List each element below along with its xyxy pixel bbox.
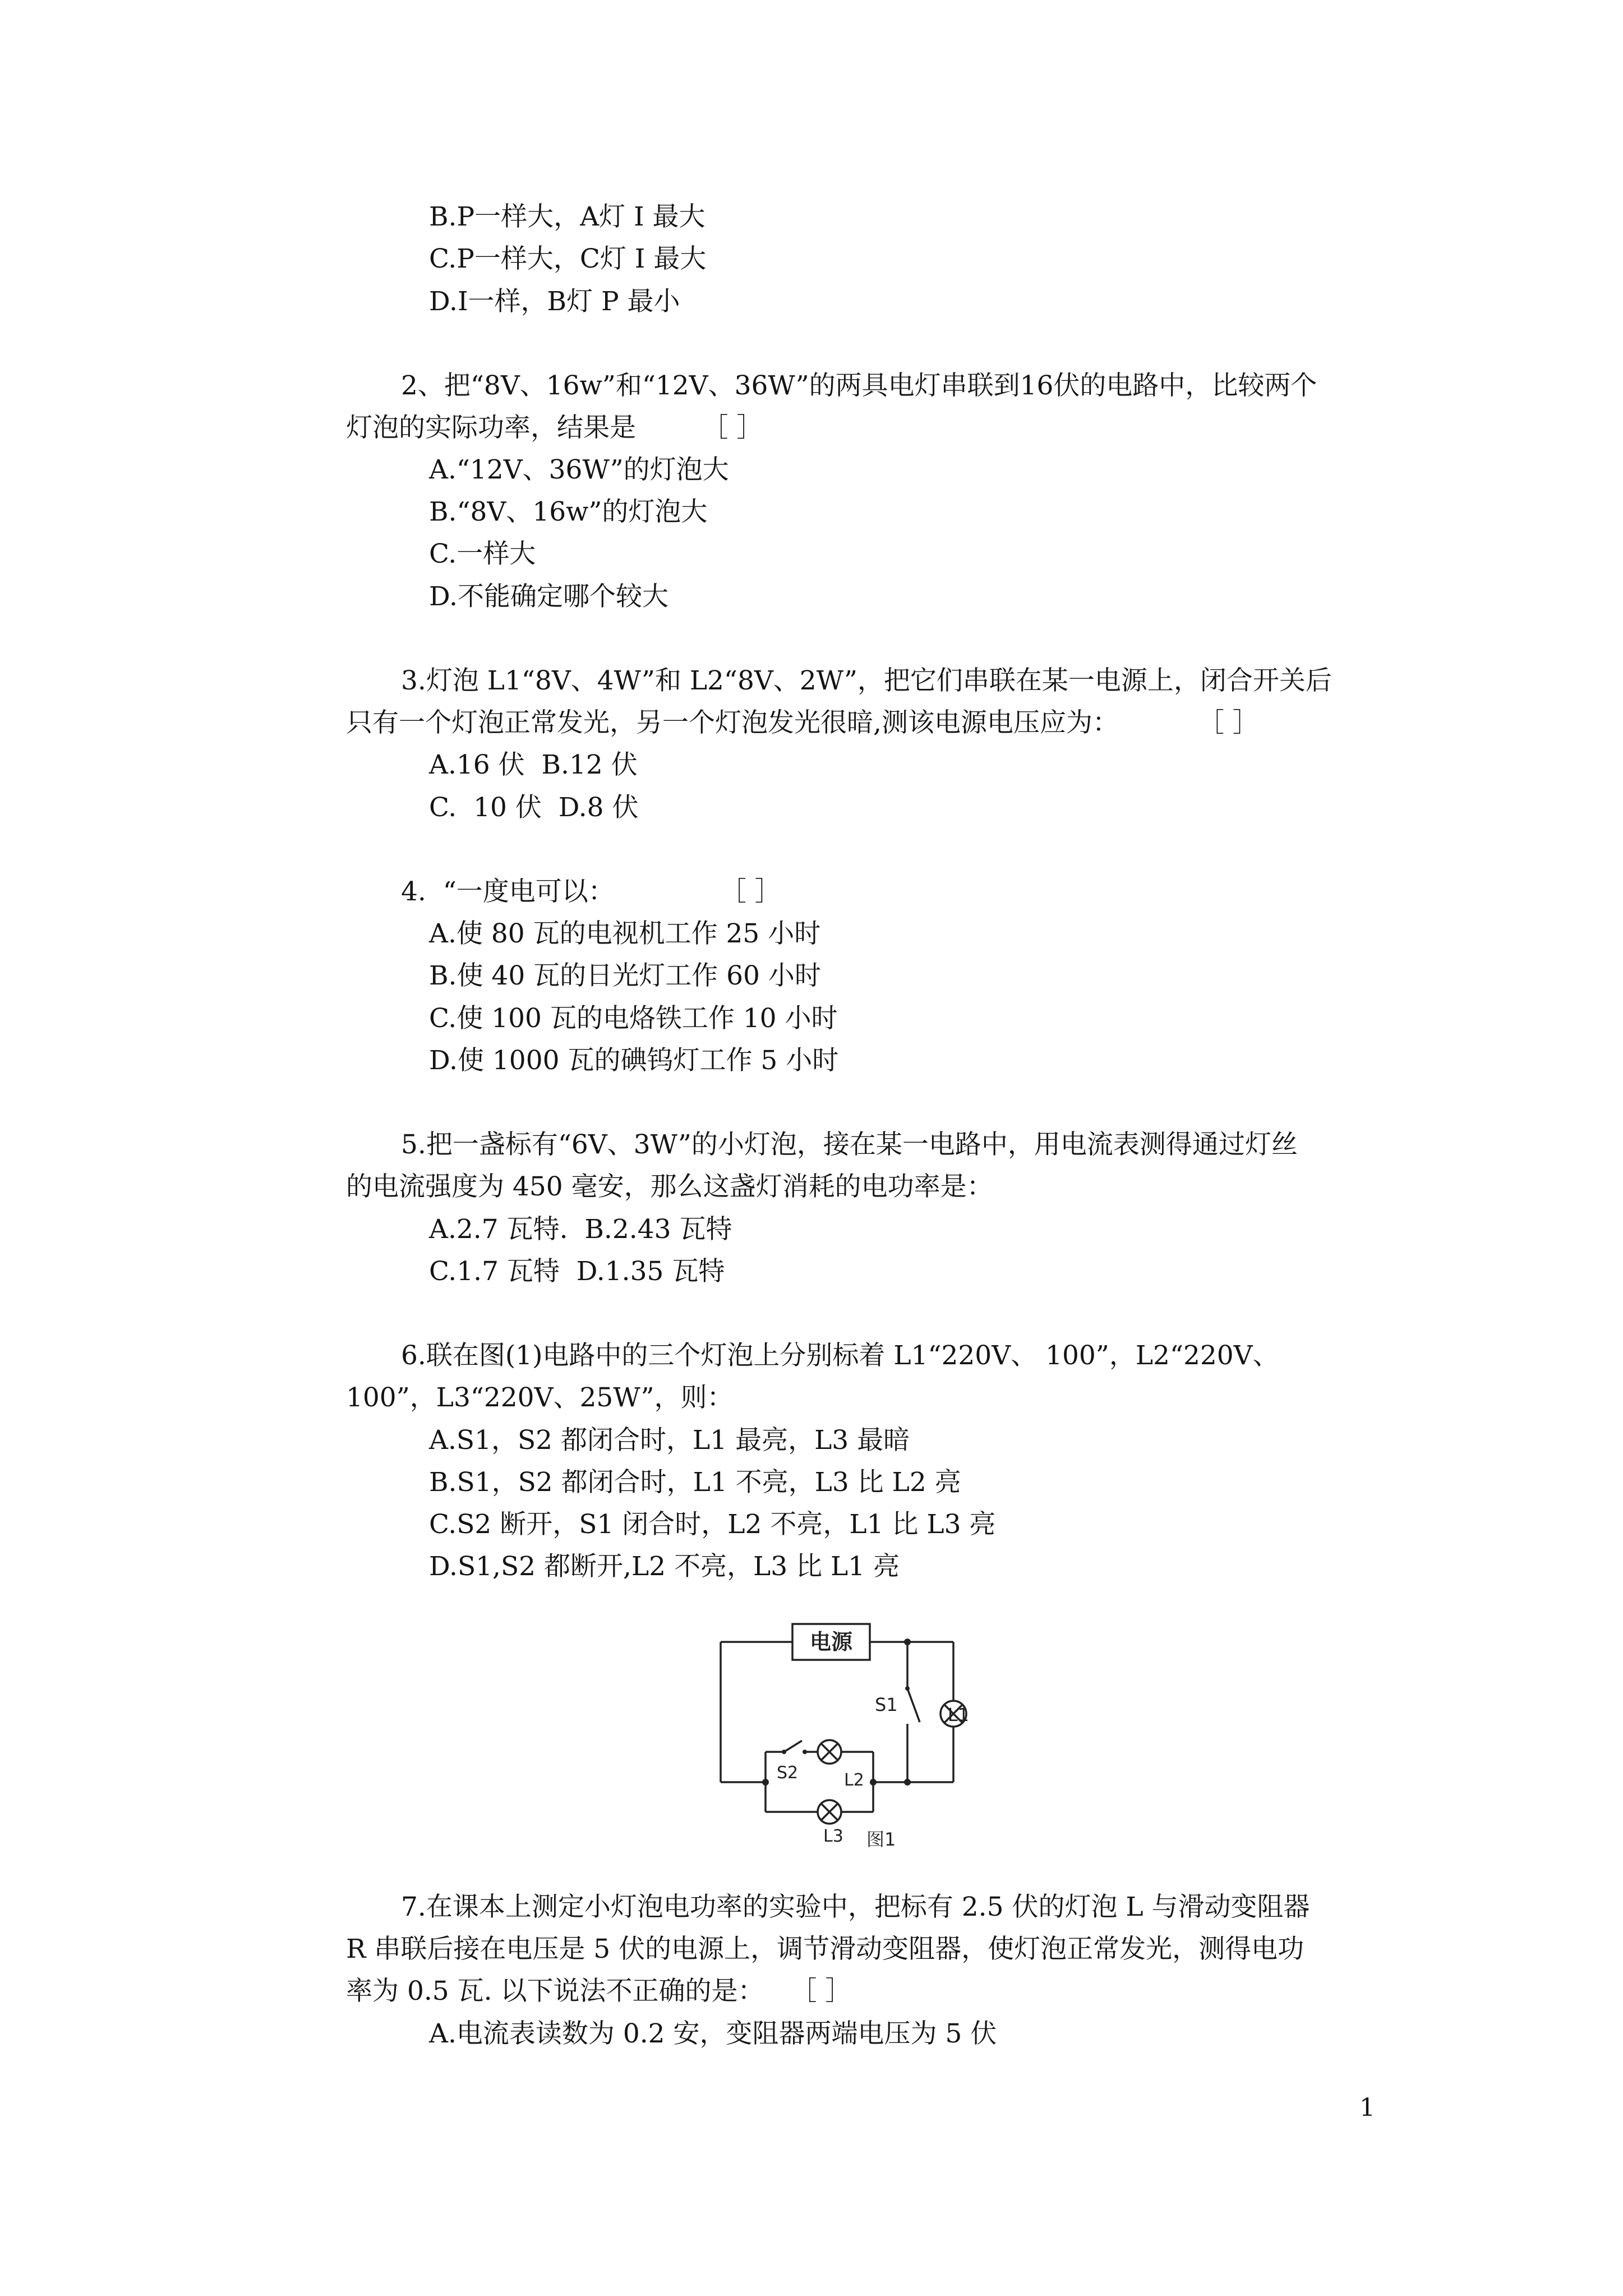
junction-dot [870, 1779, 877, 1786]
q3-stem-line2: 只有一个灯泡正常发光，另一个灯泡发光很暗,测该电源电压应为： ［ ］ [346, 707, 1259, 738]
lamp-l2-icon [818, 1740, 841, 1764]
q1-option-d: D.I一样，B灯 P 最小 [429, 286, 680, 317]
q6-stem-line1: 6.联在图(1)电路中的三个灯泡上分别标着 L1“220V、 100”，L2“220V、 [401, 1340, 1279, 1371]
q6-option-a: A.S1，S2 都闭合时，L1 最亮，L3 最暗 [429, 1425, 910, 1456]
q4-option-a: A.使 80 瓦的电视机工作 25 小时 [429, 918, 821, 949]
q5-stem-line1: 5.把一盏标有“6V、3W”的小灯泡，接在某一电路中，用电流表测得通过灯丝 [401, 1129, 1298, 1160]
q7-stem-line3: 率为 0.5 瓦. 以下说法不正确的是： ［ ］ [346, 1976, 852, 2007]
page-number: 1 [1359, 2093, 1375, 2122]
q2-option-c: C.一样大 [429, 539, 536, 569]
q4-option-c: C.使 100 瓦的电烙铁工作 10 小时 [429, 1003, 838, 1034]
q6-option-b: B.S1，S2 都闭合时，L1 不亮，L3 比 L2 亮 [429, 1467, 961, 1498]
q1-option-c: C.P一样大，C灯 I 最大 [429, 243, 707, 274]
switch-s1-label: S1 [875, 1694, 898, 1715]
q5-options-cd: C.1.7 瓦特 D.1.35 瓦特 [429, 1256, 725, 1287]
q7-stem-line1: 7.在课本上测定小灯泡电功率的实验中，把标有 2.5 伏的灯泡 L 与滑动变阻器 [401, 1892, 1310, 1922]
q3-options-cd: C. 10 伏 D.8 伏 [429, 792, 639, 823]
figure-caption: 图1 [866, 1829, 896, 1850]
lamp-l2-label: L2 [844, 1770, 864, 1790]
junction-dot [904, 1639, 911, 1645]
switch-s2-contact [782, 1750, 786, 1754]
q4-stem: 4. “一度电可以： ［ ］ [401, 876, 781, 907]
switch-s1-contact [905, 1686, 910, 1691]
q6-option-d: D.S1,S2 都断开,L2 不亮，L3 比 L1 亮 [429, 1551, 900, 1582]
q3-stem-line1: 3.灯泡 L1“8V、4W”和 L2“8V、2W”，把它们串联在某一电源上，闭合开关后 [401, 665, 1332, 696]
q2-stem-line2: 灯泡的实际功率，结果是 ［ ］ [346, 412, 763, 443]
q4-option-b: B.使 40 瓦的日光灯工作 60 小时 [429, 960, 821, 991]
q2-option-d: D.不能确定哪个较大 [429, 581, 668, 612]
circuit-diagram-figure [718, 1618, 969, 1850]
q2-stem-line1: 2、把“8V、16w”和“12V、36W”的两具电灯串联到16伏的电路中，比较两个 [401, 370, 1317, 401]
q6-option-c: C.S2 断开，S1 闭合时，L2 不亮，L1 比 L3 亮 [429, 1509, 996, 1540]
q1-option-b: B.P一样大，A灯 I 最大 [429, 201, 706, 232]
q5-options-ab: A.2.7 瓦特. B.2.43 瓦特 [429, 1214, 732, 1245]
lamp-l3-icon [818, 1800, 841, 1824]
junction-dot [904, 1779, 911, 1786]
q3-options-ab: A.16 伏 B.12 伏 [429, 749, 638, 780]
lamp-l3-label: L3 [823, 1826, 843, 1846]
q7-option-a: A.电流表读数为 0.2 安，变阻器两端电压为 5 伏 [429, 2018, 997, 2049]
switch-s2-label: S2 [777, 1763, 799, 1783]
q4-option-d: D.使 1000 瓦的碘钨灯工作 5 小时 [429, 1045, 839, 1076]
switch-s2-contact [803, 1750, 807, 1754]
switch-s1-blade [907, 1688, 920, 1722]
q6-stem-line2: 100”，L3“220V、25W”，则： [346, 1382, 734, 1413]
junction-dot [762, 1779, 769, 1786]
q5-stem-line2: 的电流强度为 450 毫安，那么这盏灯消耗的电功率是： [346, 1171, 993, 1202]
q7-stem-line2: R 串联后接在电压是 5 伏的电源上，调节滑动变阻器，使灯泡正常发光，测得电功 [346, 1934, 1304, 1964]
q2-option-b: B.“8V、16w”的灯泡大 [429, 496, 708, 527]
switch-s2-blade [784, 1741, 802, 1752]
lamp-l1-label: L1 [947, 1704, 969, 1726]
power-source-label: 电源 [809, 1630, 853, 1654]
q2-option-a: A.“12V、36W”的灯泡大 [429, 454, 729, 485]
